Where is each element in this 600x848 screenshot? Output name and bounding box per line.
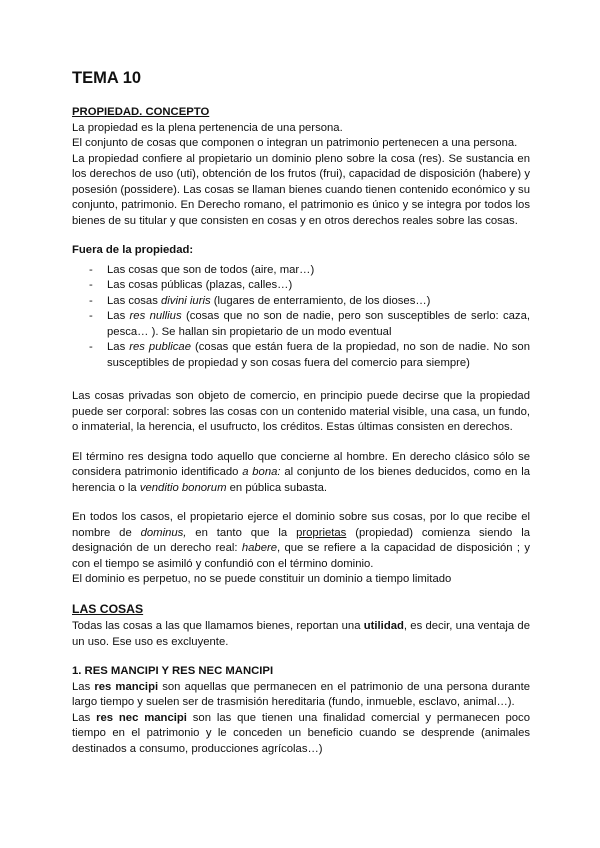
- section-heading-propiedad: PROPIEDAD. CONCEPTO: [72, 106, 210, 118]
- section-heading-res-mancipi: 1. RES MANCIPI Y RES NEC MANCIPI: [72, 665, 274, 677]
- res-mancipi-paragraph: Las res mancipi son aquellas que permanecen en el patrimonio de una persona durante largo tiempo y suelen ser de trasmisión hereditaria (fundo, inmueble, esclavo, animal…).: [72, 680, 530, 708]
- page-title: TEMA 10: [72, 69, 142, 87]
- list-item: - Las res nullius (cosas que no son de nadie, pero son susceptibles de serlo: caza, pesca… ). Se hallan sin propietario de un modo eventual: [89, 310, 531, 338]
- section-heading-cosas: LAS COSAS: [72, 601, 144, 616]
- list-item: - Las cosas divini iuris (lugares de enterramiento, de los dioses…): [89, 294, 431, 307]
- propiedad-line-2: El conjunto de cosas que componen o integran un patrimonio pertenecen a una persona.: [72, 137, 518, 149]
- list-item: - Las cosas que son de todos (aire, mar…): [89, 263, 315, 276]
- cosas-paragraph: Todas las cosas a las que llamamos bienes, reportan una utilidad, es decir, una ventaja de un uso. Ese uso es excluyente.: [72, 620, 531, 648]
- fuera-heading: Fuera de la propiedad:: [72, 244, 194, 256]
- res-paragraph: El término res designa todo aquello que concierne al hombre. En derecho clásico sólo se considera patrimonio identificado a bona: al conjunto de los bienes deducidos, como en la herencia o la venditio bonorum en pública subasta.: [72, 450, 530, 494]
- propiedad-line-1: La propiedad es la plena pertenencia de una persona.: [72, 121, 343, 134]
- propiedad-paragraph: La propiedad confiere al propietario un dominio pleno sobre la cosa (res). Se sustancia en los derechos de uso (uti), obtención de los frutos (frui), capacidad de disposición (habere) y posesión (possidere). Las cosas se llaman bienes cuando tienen contenido económico y su conjunto, patrimonio. En Derecho romano, el patrimonio es único y se integra por todos los bienes de su titular y que consisten en cosas y en otros derechos reales sobre las cosas.: [72, 152, 530, 227]
- dominio-paragraph: En todos los casos, el propietario ejerce el dominio sobre sus cosas, por lo que recibe el nombre de dominus, en tanto que la proprietas (propiedad) comienza siendo la designación de un derecho real: habere, que se refiere a la capacidad de disposición ; y con el tiempo se asimiló y confundió con el término dominio.: [72, 511, 530, 570]
- document-page: [72, 68, 530, 757]
- fuera-list: [72, 263, 530, 372]
- dominio-line: El dominio es perpetuo, no se puede constituir un dominio a tiempo limitado: [72, 573, 452, 585]
- res-nec-mancipi-paragraph: Las res nec mancipi son las que tienen una finalidad comercial y permanecen poco tiempo en el patrimonio y le conceden un beneficio cuando se desprende (animales destinados a consumo, producciones agrícolas…): [72, 711, 530, 755]
- list-item: - Las cosas públicas (plazas, calles…): [89, 279, 293, 291]
- privadas-paragraph: Las cosas privadas son objeto de comercio, en principio puede decirse que la propiedad puede ser corporal: sobres las cosas con un contenido material visible, una casa, un fundo, o inmaterial, la herencia, el usufructo, los créditos. Estas últimas consisten en derechos.: [72, 390, 530, 433]
- list-item: - Las res publicae (cosas que están fuera de la propiedad, no son de nadie. No son susceptibles de propiedad y son cosas fuera del comercio para siempre): [89, 341, 530, 369]
